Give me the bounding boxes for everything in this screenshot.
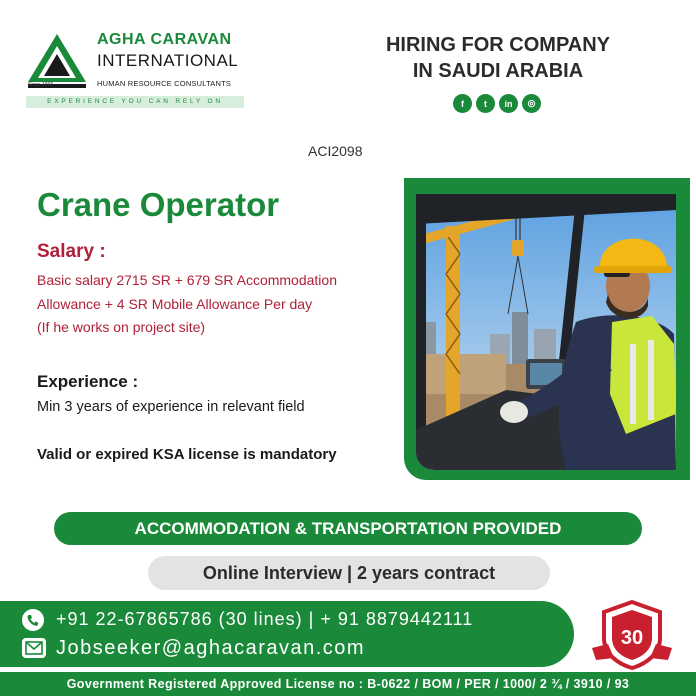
license-requirement: Valid or expired KSA license is mandatory (37, 446, 337, 463)
logo-since: Since 1993 (28, 82, 54, 88)
logo-name-line1: AGHA CARAVAN (97, 31, 232, 48)
twitter-icon[interactable]: t (476, 94, 495, 113)
contact-phone[interactable]: +91 22-67865786 (30 lines) | + 91 8879442111 (56, 609, 474, 629)
salary-line: Allowance + 4 SR Mobile Allowance Per day (37, 296, 313, 312)
badge-number: 30 (620, 627, 644, 649)
terms-banner: Online Interview | 2 years contract (148, 556, 550, 590)
logo-tagline: EXPERIENCE YOU CAN RELY ON (26, 96, 244, 108)
whatsapp-phone-icon[interactable] (22, 609, 44, 631)
experience-heading: Experience : (37, 372, 139, 391)
hiring-heading (330, 32, 666, 84)
crane-operator-photo (416, 194, 676, 470)
hiring-heading-line2: IN SAUDI ARABIA (412, 60, 584, 82)
social-links (453, 94, 541, 113)
salary-line: Basic salary 2715 SR + 679 SR Accommodation (37, 272, 337, 288)
crane-operator-illustration (416, 194, 676, 470)
salary-heading: Salary : (37, 241, 106, 262)
benefits-banner: ACCOMMODATION & TRANSPORTATION PROVIDED (54, 512, 642, 545)
license-footer: Government Registered Approved License no : B-0622 / BOM / PER / 1000/ 2 ¾ / 3910 / 93 (0, 672, 696, 696)
logo-subtitle: HUMAN RESOURCE CONSULTANTS (97, 79, 232, 88)
linkedin-icon[interactable]: in (499, 94, 518, 113)
salary-line: (If he works on project site) (37, 319, 206, 335)
job-reference: ACI2098 (308, 143, 363, 159)
facebook-icon[interactable]: f (453, 94, 472, 113)
email-icon[interactable] (22, 638, 46, 658)
30-years-badge-icon (590, 598, 674, 670)
experience-text: Min 3 years of experience in relevant field (37, 399, 305, 415)
hiring-heading-line1: HIRING FOR COMPANY (385, 34, 611, 56)
instagram-icon[interactable]: ◎ (522, 94, 541, 113)
logo-name-line2: INTERNATIONAL (97, 51, 239, 70)
contact-email[interactable]: Jobseeker@aghacaravan.com (56, 637, 366, 659)
job-title: Crane Operator (37, 186, 280, 223)
